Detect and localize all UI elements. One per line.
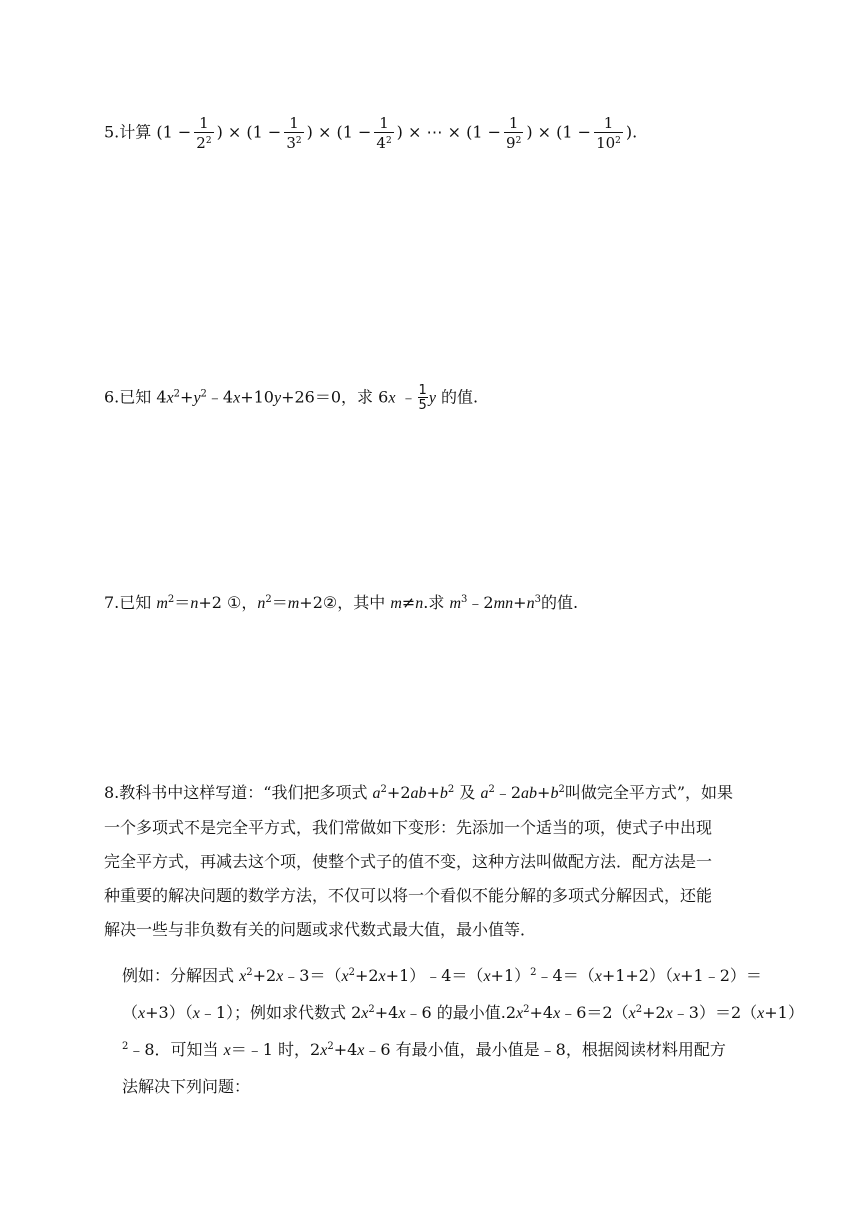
ex-var: x	[223, 1042, 231, 1059]
q5-frac-1-den	[194, 132, 213, 152]
q5-times-2: ×	[317, 122, 332, 142]
ex-text: 例如：分解因式	[122, 966, 240, 985]
q8-text: ﹣2	[494, 783, 522, 802]
ex-text: +2	[642, 1003, 666, 1022]
ex-text: （	[122, 1003, 139, 1022]
question-7	[104, 590, 578, 613]
q5-ellipsis: ⋯	[426, 122, 443, 142]
ex-exp: 2	[530, 967, 537, 978]
example-line-3	[122, 1032, 762, 1069]
q5-close-2: )	[306, 122, 313, 142]
ex-text: +3）（	[145, 1003, 193, 1022]
q5-end: .	[632, 122, 638, 142]
q5-lead: 计算	[119, 122, 152, 142]
ex-var: x	[594, 968, 602, 985]
q7-var: n	[190, 595, 199, 612]
q6-var: y	[273, 389, 282, 407]
ex-var: x	[138, 1005, 146, 1022]
ex-exp: 2	[327, 1041, 334, 1052]
ex-text: ﹣1）；例如求代数式 2	[199, 1003, 362, 1022]
example-line-1	[122, 958, 762, 995]
q8-exp: 2	[447, 784, 455, 795]
ex-var: x	[553, 1005, 561, 1022]
ex-text: ﹣6 有最小值，最小值是﹣8，根据阅读材料用配方	[364, 1040, 726, 1059]
q6-number: 6.	[104, 387, 120, 407]
q7-tail: 的值.	[540, 593, 579, 612]
ex-var: x	[516, 1005, 524, 1022]
q5-frac-5-den	[594, 132, 623, 152]
q7-var: m	[156, 595, 168, 612]
q8-var: b	[550, 785, 559, 802]
ex-exp: 2	[368, 1004, 375, 1015]
q6-frac-num: 1	[418, 383, 427, 398]
q8-var: a	[521, 785, 530, 802]
ex-var: x	[320, 1042, 328, 1059]
q7-neq: ≠	[401, 593, 416, 612]
q6-text: +26＝0，求 6	[281, 387, 389, 407]
q5-frac-3-num: 1	[379, 114, 389, 132]
q5-frac-5-base: 10	[596, 133, 616, 152]
q8-line-1	[104, 776, 784, 811]
q6-minus: ﹣	[400, 387, 417, 407]
q6-var: y	[428, 389, 436, 407]
q7-var: m	[287, 595, 300, 612]
ex-text: ﹣6＝2（	[560, 1003, 629, 1022]
q6-exp: 2	[200, 388, 207, 400]
q8-var: b	[439, 785, 448, 802]
ex-var: x	[757, 1005, 765, 1022]
example-block	[122, 958, 804, 1105]
q8-text: +2	[386, 783, 411, 802]
q8-line-2: 一个多项式不是完全平方式，我们常做如下变形：先添加一个适当的项，使式子中出现	[104, 818, 713, 837]
ex-text: ﹣4＝（	[536, 966, 595, 985]
ex-text: +4	[374, 1003, 399, 1022]
example-line-4: 法解决下列问题：	[122, 1077, 251, 1096]
q8-var: b	[418, 785, 427, 802]
q5-frac-4-base: 9	[506, 133, 516, 152]
q8-var: a	[372, 785, 381, 802]
q7-exp: 3	[461, 594, 468, 605]
q8-text: +	[426, 783, 440, 802]
q5-times-5: ×	[537, 122, 552, 142]
q8-text: +	[537, 783, 551, 802]
q7-exp: 2	[265, 594, 272, 605]
ex-exp: 2	[348, 967, 355, 978]
q6-text: ﹣4	[206, 387, 234, 407]
ex-text: +1﹣2）＝	[680, 966, 762, 985]
q6-exp: 2	[173, 388, 181, 400]
ex-var: x	[357, 1042, 365, 1059]
ex-text: ﹣8．可知当	[128, 1040, 224, 1059]
q6-text: +10	[240, 387, 274, 407]
q5-frac-2-num: 1	[289, 114, 299, 132]
ex-var: x	[361, 1005, 369, 1022]
q6-var: x	[166, 389, 174, 407]
q5-times-3: ×	[408, 122, 422, 142]
ex-text: +4	[529, 1003, 554, 1022]
q5-open: (1 −	[156, 122, 192, 142]
q5-frac-4-exp: 2	[515, 135, 522, 146]
question-6	[104, 384, 478, 412]
q7-var: m	[493, 595, 506, 612]
q7-var: n	[415, 595, 424, 612]
q8-line-4: 种重要的解决问题的数学方法，不仅可以将一个看似不能分解的多项式分解因式，还能	[104, 886, 713, 905]
q5-frac-4-num: 1	[508, 114, 519, 132]
ex-text: +1）	[764, 1003, 804, 1022]
ex-var: x	[341, 968, 349, 985]
q5-open-4: (1 −	[466, 122, 502, 142]
q5-frac-2-den	[284, 132, 303, 152]
q5-open-5: (1 −	[556, 122, 592, 142]
q5-times-4: ×	[447, 122, 462, 142]
q5-frac-3	[374, 115, 393, 151]
q5-frac-3-base: 4	[376, 133, 386, 152]
q7-var: n	[526, 595, 535, 612]
q6-tail: 的值.	[435, 387, 479, 407]
ex-var: x	[378, 968, 386, 985]
q5-open-3: (1 −	[336, 122, 372, 142]
ex-var: x	[192, 1005, 200, 1022]
q5-frac-2-base: 3	[286, 133, 296, 152]
q7-text: +2 ①，	[198, 593, 258, 612]
ex-text: +2	[354, 966, 379, 985]
q5-frac-2	[284, 115, 303, 151]
q7-number: 7.	[104, 593, 120, 612]
q5-frac-2-exp: 2	[295, 135, 302, 146]
q7-eq: ＝	[271, 593, 288, 612]
ex-exp: 2	[246, 967, 253, 978]
ex-text: +4	[333, 1040, 358, 1059]
q5-close-1: )	[216, 122, 223, 142]
q7-var: n	[257, 595, 266, 612]
q8-text: 及	[454, 783, 481, 802]
q5-frac-4	[504, 115, 523, 151]
q7-text: .求	[423, 593, 450, 612]
ex-text: ﹣3＝（	[283, 966, 342, 985]
q5-frac-5-num: 1	[603, 114, 614, 132]
ex-text: ﹣3）＝2（	[672, 1003, 758, 1022]
ex-text: +1+2）（	[601, 966, 673, 985]
q7-var: n	[505, 595, 514, 612]
q6-fraction	[418, 384, 428, 412]
q6-plus: +	[180, 387, 194, 407]
q5-close-3: )	[396, 122, 403, 142]
ex-text: ＝﹣1 时，2	[230, 1040, 321, 1059]
q8-exp: 2	[488, 784, 495, 795]
q7-exp: 2	[167, 594, 175, 605]
ex-exp: 2	[523, 1004, 530, 1015]
q8-line-3: 完全平方式，再减去这个项，使整个式子的值不变，这种方法叫做配方法．配方法是一	[104, 852, 713, 871]
q5-frac-3-exp: 2	[385, 135, 392, 146]
ex-var: x	[628, 1005, 636, 1022]
q5-frac-5-exp: 2	[615, 135, 621, 146]
q7-text: +2②，其中	[299, 593, 391, 612]
q7-lead: 已知	[119, 593, 157, 612]
q5-frac-5	[594, 115, 623, 151]
ex-exp: 2	[122, 1041, 129, 1052]
q7-eq: ＝	[174, 593, 191, 612]
q5-open-2: (1 −	[246, 122, 282, 142]
q6-var: x	[388, 389, 396, 407]
q7-var: m	[390, 595, 402, 612]
q8-text: 8.教科书中这样写道：“我们把多项式	[104, 783, 373, 802]
ex-var: x	[665, 1005, 673, 1022]
q5-frac-1-num: 1	[199, 114, 209, 132]
ex-var: x	[483, 968, 491, 985]
ex-text: +2	[252, 966, 277, 985]
ex-var: x	[398, 1005, 406, 1022]
q5-frac-1-exp: 2	[205, 135, 212, 146]
q5-times-1: ×	[227, 122, 242, 142]
q8-exp: 2	[380, 784, 387, 795]
q6-lead: 已知 4	[119, 387, 167, 407]
q5-close-5: )	[625, 122, 633, 142]
q8-text: 叫做完全平方式”，如果	[564, 783, 734, 802]
q8-line-5: 解决一些与非负数有关的问题或求代数式最大值，最小值等．	[104, 920, 537, 939]
ex-var: x	[239, 968, 247, 985]
q8-exp: 2	[558, 784, 565, 795]
q6-var: x	[233, 389, 241, 407]
question-8	[104, 776, 784, 947]
q5-frac-1	[194, 115, 213, 151]
q8-var: a	[480, 785, 489, 802]
q8-var: b	[529, 785, 538, 802]
q5-number: 5.	[104, 122, 120, 142]
q7-text: ﹣2	[467, 593, 494, 612]
q6-frac-den: 5	[418, 398, 427, 413]
ex-exp: 2	[635, 1004, 643, 1015]
q5-close-4: )	[526, 122, 533, 142]
question-5	[104, 115, 637, 151]
ex-var: x	[673, 968, 681, 985]
ex-var: x	[276, 968, 284, 985]
ex-text: ﹣6 的最小值.2	[405, 1003, 517, 1022]
q5-frac-1-base: 2	[196, 133, 206, 152]
example-line-2	[122, 995, 804, 1032]
q7-exp: 3	[534, 594, 541, 605]
q6-var: y	[193, 389, 201, 407]
q7-text: +	[513, 593, 527, 612]
q7-var: m	[449, 595, 462, 612]
q5-frac-3-den	[374, 132, 393, 152]
ex-text: +1）	[490, 966, 531, 985]
ex-text: +1）﹣4＝（	[385, 966, 484, 985]
q5-frac-4-den	[504, 132, 523, 152]
q8-var: a	[410, 785, 419, 802]
